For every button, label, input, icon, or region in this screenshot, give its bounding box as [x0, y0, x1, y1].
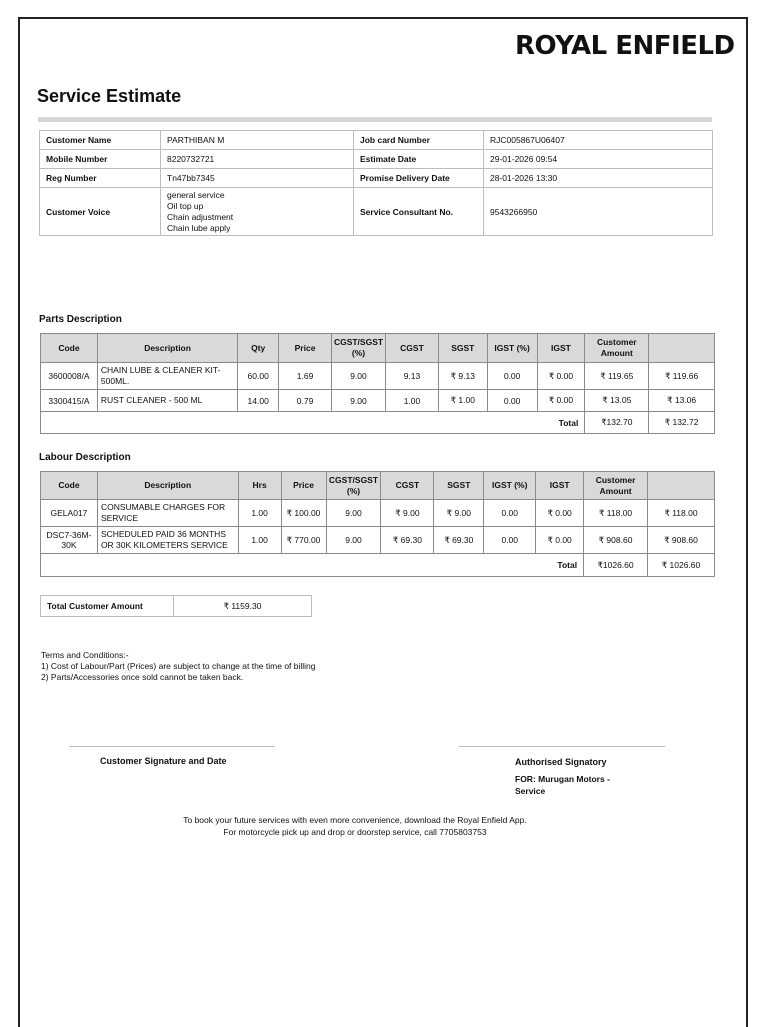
col-header: IGST (%): [487, 334, 537, 363]
info-row: [40, 150, 713, 169]
authorised-signature-line: [459, 746, 665, 747]
labour-table: [40, 471, 715, 577]
cell: 1.00: [238, 500, 281, 527]
col-header: Description: [97, 472, 238, 500]
authorised-signatory-label: Authorised Signatory: [515, 757, 607, 767]
col-header: Customer Amount: [584, 472, 648, 500]
voice-line: Chain lube apply: [167, 222, 231, 233]
terms-heading: Terms and Conditions:-: [41, 650, 129, 660]
col-header: SGST: [434, 472, 484, 500]
terms-item: 1) Cost of Labour/Part (Prices) are subject to change at the time of billing: [41, 661, 316, 671]
cell: ₹ 0.00: [537, 363, 585, 390]
labour-header-row: [41, 472, 715, 500]
royal-enfield-logo: ROYAL ENFIELD: [515, 31, 735, 61]
cell: 0.00: [487, 390, 537, 412]
cell: ₹ 770.00: [281, 527, 326, 554]
page-title: Service Estimate: [37, 86, 182, 106]
customer-name-label: Customer Name: [40, 131, 161, 150]
cell: ₹ 13.06: [649, 390, 715, 412]
promise-date-value: 28-01-2026 13:30: [484, 169, 713, 188]
terms-block: [41, 650, 316, 683]
footer: [0, 814, 710, 838]
reg-label: Reg Number: [40, 169, 161, 188]
cell: ₹ 9.00: [381, 500, 434, 527]
cell: GELA017: [41, 500, 98, 527]
col-header: IGST: [536, 472, 584, 500]
total-label: Total: [41, 554, 584, 577]
cell: ₹ 119.66: [649, 363, 715, 390]
customer-signature-label: Customer Signature and Date: [100, 756, 227, 766]
total-amount: ₹132.70: [585, 412, 649, 434]
col-header: Qty: [238, 334, 279, 363]
customer-voice-value: [161, 188, 354, 236]
footer-line: To book your future services with even more convenience, download the Royal Enfield App.: [183, 815, 527, 825]
promise-date-label: Promise Delivery Date: [354, 169, 484, 188]
job-card-label: Job card Number: [354, 131, 484, 150]
customer-name-value: PARTHIBAN M: [161, 131, 354, 150]
cell: 1.69: [279, 363, 332, 390]
cell: 9.00: [331, 363, 385, 390]
col-header: CGST: [381, 472, 434, 500]
summary-row: [41, 596, 312, 617]
voice-line: general service: [167, 189, 225, 200]
cell: RUST CLEANER - 500 ML: [97, 390, 237, 412]
cell: 1.00: [386, 390, 439, 412]
cell: 3600008/A: [41, 363, 98, 390]
cell: CHAIN LUBE & CLEANER KIT-500ML.: [97, 363, 237, 390]
col-header: [649, 334, 715, 363]
cell: CONSUMABLE CHARGES FOR SERVICE: [97, 500, 238, 527]
estimate-date-value: 29-01-2026 09:54: [484, 150, 713, 169]
table-row: [41, 390, 715, 412]
col-header: CGST/SGST (%): [326, 472, 381, 500]
col-header: SGST: [438, 334, 487, 363]
voice-line: Oil top up: [167, 200, 204, 211]
col-header: Code: [41, 334, 98, 363]
job-card-value: RJC005867U06407: [484, 131, 713, 150]
title-divider: [38, 117, 712, 122]
cell: ₹ 9.00: [434, 500, 484, 527]
voice-line: Chain adjustment: [167, 211, 234, 222]
cell: 0.79: [279, 390, 332, 412]
cell: ₹ 0.00: [536, 527, 584, 554]
total-amount: ₹ 1026.60: [648, 554, 715, 577]
cell: 9.00: [331, 390, 385, 412]
total-customer-amount-table: [40, 595, 312, 617]
customer-voice-label: Customer Voice: [40, 188, 161, 236]
cell: 9.13: [386, 363, 439, 390]
cell: ₹ 908.60: [584, 527, 648, 554]
labour-total-row: [41, 554, 715, 577]
table-row: [41, 500, 715, 527]
table-row: [41, 527, 715, 554]
total-customer-amount-value: ₹ 1159.30: [174, 596, 312, 617]
labour-heading: Labour Description: [39, 452, 131, 463]
cell: ₹ 0.00: [536, 500, 584, 527]
cell: 0.00: [484, 500, 536, 527]
total-amount: ₹1026.60: [584, 554, 648, 577]
cell: ₹ 1.00: [438, 390, 487, 412]
parts-total-row: [41, 412, 715, 434]
col-header: Hrs: [238, 472, 281, 500]
col-header: Price: [279, 334, 332, 363]
terms-item: 2) Parts/Accessories once sold cannot be taken back.: [41, 672, 244, 682]
col-header: Code: [41, 472, 98, 500]
footer-line: For motorcycle pick up and drop or doorstep service, call 7705803753: [223, 827, 487, 837]
col-header: [648, 472, 715, 500]
cell: ₹ 69.30: [434, 527, 484, 554]
cell: 60.00: [238, 363, 279, 390]
cell: ₹ 118.00: [584, 500, 648, 527]
parts-header-row: [41, 334, 715, 363]
cell: DSC7-36M-30K: [41, 527, 98, 554]
col-header: IGST: [537, 334, 585, 363]
info-row: [40, 169, 713, 188]
col-header: Description: [97, 334, 237, 363]
cell: 3300415/A: [41, 390, 98, 412]
cell: ₹ 9.13: [438, 363, 487, 390]
estimate-date-label: Estimate Date: [354, 150, 484, 169]
col-header: CGST: [386, 334, 439, 363]
cell: ₹ 119.65: [585, 363, 649, 390]
cell: 9.00: [326, 527, 381, 554]
info-row: [40, 188, 713, 236]
cell: 0.00: [484, 527, 536, 554]
customer-signature-line: [69, 746, 275, 747]
col-header: IGST (%): [484, 472, 536, 500]
parts-heading: Parts Description: [39, 314, 122, 325]
col-header: Customer Amount: [585, 334, 649, 363]
total-amount: ₹ 132.72: [649, 412, 715, 434]
dealer-name: FOR: Murugan Motors - Service: [515, 774, 610, 796]
info-row: [40, 131, 713, 150]
cell: ₹ 118.00: [648, 500, 715, 527]
parts-table: [40, 333, 715, 434]
cell: ₹ 0.00: [537, 390, 585, 412]
cell: 0.00: [487, 363, 537, 390]
mobile-value: 8220732721: [161, 150, 354, 169]
reg-value: Tn47bb7345: [161, 169, 354, 188]
total-label: Total: [41, 412, 585, 434]
col-header: Price: [281, 472, 326, 500]
col-header: CGST/SGST (%): [331, 334, 385, 363]
customer-info-table: [39, 130, 713, 236]
cell: 14.00: [238, 390, 279, 412]
total-customer-amount-label: Total Customer Amount: [41, 596, 174, 617]
table-row: [41, 363, 715, 390]
cell: ₹ 908.60: [648, 527, 715, 554]
cell: SCHEDULED PAID 36 MONTHS OR 30K KILOMETERS SERVICE: [97, 527, 238, 554]
cell: 1.00: [238, 527, 281, 554]
mobile-label: Mobile Number: [40, 150, 161, 169]
cell: ₹ 100.00: [281, 500, 326, 527]
cell: 9.00: [326, 500, 381, 527]
cell: ₹ 69.30: [381, 527, 434, 554]
consultant-value: 9543266950: [484, 188, 713, 236]
cell: ₹ 13.05: [585, 390, 649, 412]
consultant-label: Service Consultant No.: [354, 188, 484, 236]
